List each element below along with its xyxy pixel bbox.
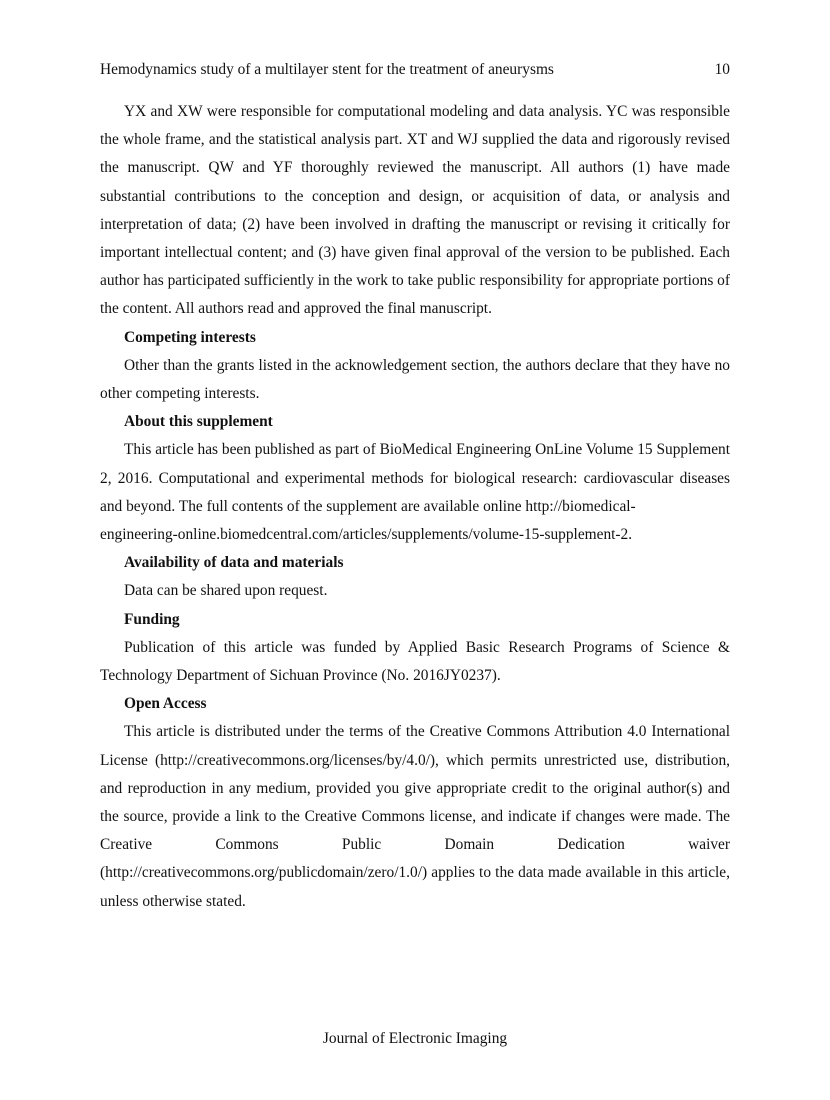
competing-interests-heading: Competing interests — [124, 328, 256, 346]
article-body — [100, 98, 730, 916]
running-header — [100, 60, 730, 80]
about-supplement-text — [100, 436, 730, 549]
funding-text: Publication of this article was funded by Applied Basic Research Programs of Science & Technology Department of Sichuan Province (No. 2016JY0237). — [100, 638, 730, 685]
supplement-url-start[interactable]: http://biomedical- — [525, 497, 636, 515]
open-access-text: This article is distributed under the terms of the Creative Commons Attribution 4.0 International License (http://creativecommons.org/licenses/by/4.0/), which permits unrestricted use, distribution, and reproduction in any medium, provided you give appropriate credit to the original author(s) and the source, provide a link to the Creative Commons license, and indicate if changes were made. The Creative Commons Public Domain Dedication waiver (http://creativecommons.org/publicdomain/zero/1.0/) applies to the data made available in this article, unless otherwise stated. — [100, 723, 730, 910]
funding-heading: Funding — [124, 610, 180, 628]
author-contributions-paragraph: YX and XW were responsible for computational modeling and data analysis. YC was responsible the whole frame, and the statistical analysis part. XT and WJ supplied the data and rigorously revised the manuscript. QW and YF thoroughly reviewed the manuscript. All authors (1) have made substantial contributions to the conception and design, or acquisition of data, or analysis and interpretation of data; (2) have been involved in drafting the manuscript or revising it critically for important intellectual content; and (3) have given final approval of the version to be published. Each author has participated sufficiently in the work to take public responsibility for appropriate portions of the content. All authors read and approved the final manuscript. — [100, 103, 730, 318]
supplement-url-end[interactable]: engineering-online.biomedcentral.com/articles/supplements/volume-15-supplement-2. — [100, 526, 633, 544]
competing-interests-text: Other than the grants listed in the acknowledgement section, the authors declare that they have no other competing interests. — [100, 356, 730, 403]
about-supplement-body: This article has been published as part of BioMedical Engineering OnLine Volume 15 Supplement 2, 2016. Computational and experimental methods for biological research: cardiovascular diseases and beyond. The full contents of the supplement are available online — [100, 441, 730, 515]
running-title: Hemodynamics study of a multilayer stent for the treatment of aneurysms — [100, 61, 554, 78]
data-availability-heading: Availability of data and materials — [124, 554, 344, 572]
page-number: 10 — [714, 61, 730, 78]
journal-footer: Journal of Electronic Imaging — [322, 1030, 508, 1047]
about-supplement-heading: About this supplement — [124, 413, 273, 431]
open-access-heading: Open Access — [124, 695, 207, 713]
data-availability-text: Data can be shared upon request. — [124, 582, 328, 600]
